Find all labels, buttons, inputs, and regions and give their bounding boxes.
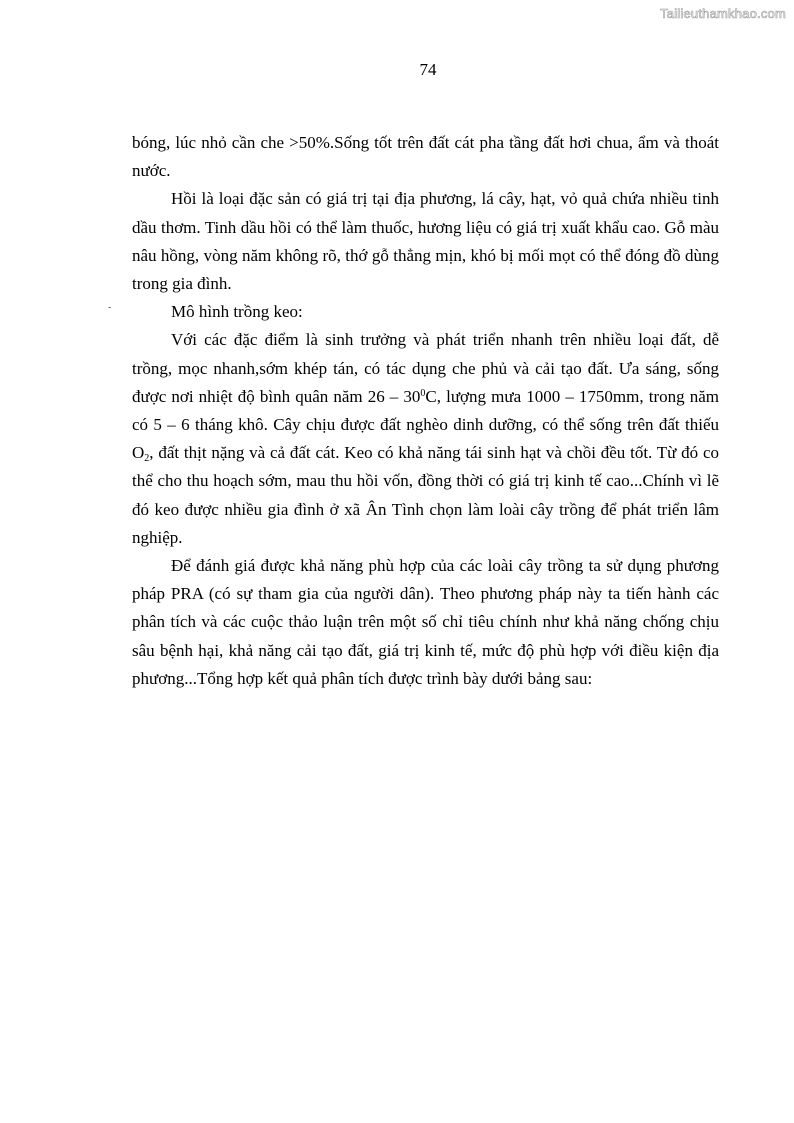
paragraph-keo-part-a: Với các đặc điểm là sinh trưởng và phát triển nhanh trên nhiều loại đất, dễ trồng, mọc nhanh,sớm khép tán, có tác dụng che phủ và cải tạo đất. Ưa sáng, sống được nơi nhiệt độ bình quân năm 26 – 30 [132,330,719,406]
paragraph-keo [132,326,719,552]
document-body [132,129,719,693]
page-number: 74 [419,60,437,79]
degree-superscript: 0 [420,387,426,399]
watermark-text: Tailieuthamkhao.com [660,6,786,21]
paragraph-keo-part-c: , đất thịt nặng và cả đất cát. Keo có khả năng tái sinh hạt và chồi đều tốt. Từ đó co thể cho thu hoạch sớm, mau thu hồi vốn, đồng thời có giá trị kinh tế cao...Chính vì lẽ đó keo được nhiều gia đình ở xã Ân Tình chọn làm loài cây trồng để phát triển lâm nghiệp. [132,443,719,547]
paragraph-keo-part-b: C, lượng mưa 1000 – 1750mm, trong năm có 5 – 6 tháng khô. Cây chịu được đất nghèo dinh dưỡng, có thể sống trên đất thiếu O [132,386,719,463]
section-heading-keo: Mô hình trồng keo: [171,302,303,322]
paragraph-pra: Để đánh giá được khả năng phù hợp của các loài cây trồng ta sử dụng phương pháp PRA (có sự tham gia của người dân). Theo phương pháp này ta tiến hành các phân tích và các cuộc thảo luận trên một số chỉ tiêu chính như khả năng chống chịu sâu bệnh hại, khả năng cải tạo đất, giá trị kinh tế, mức độ phù hợp với điều kiện địa phương...Tổng hợp kết quả phân tích được trình bày dưới bảng sau: [132,556,719,688]
oxygen-subscript: 2 [144,453,150,465]
paragraph-hoi: Hồi là loại đặc sản có giá trị tại địa phương, lá cây, hạt, vỏ quả chứa nhiều tinh dầu thơm. Tinh dầu hồi có thể làm thuốc, hương liệu có giá trị xuất khẩu cao. Gỗ màu nâu hồng, vòng năm không rõ, thớ gỗ thẳng mịn, khó bị mối mọt có thể đóng đồ dùng trong gia đình. [132,189,719,294]
bullet-mark: - [108,302,112,313]
paragraph-continuation: bóng, lúc nhỏ cần che >50%.Sống tốt trên đất cát pha tầng đất hơi chua, ẩm và thoát nước. [132,133,719,181]
